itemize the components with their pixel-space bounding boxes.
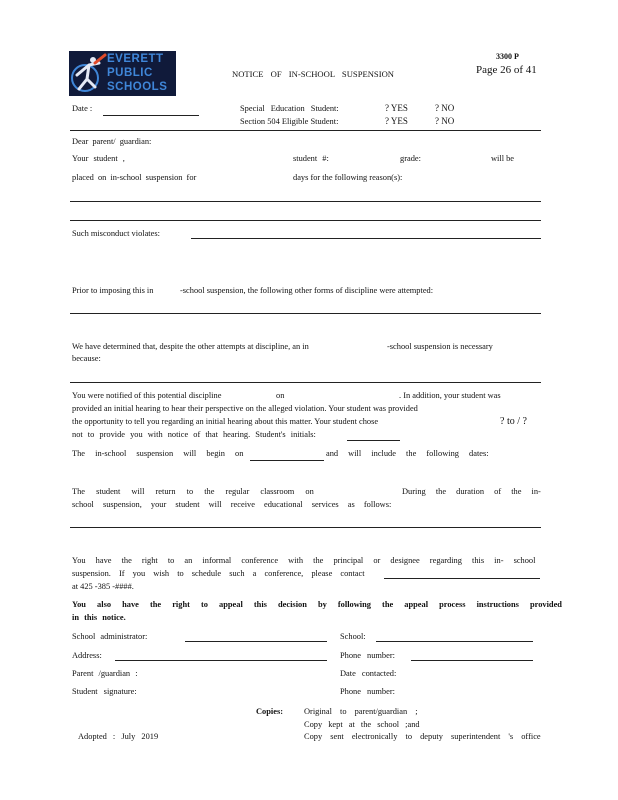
begin-text-1: The in-school suspension will begin on [72,449,244,458]
copies-label: Copies: [256,707,283,716]
special-ed-no-checkbox[interactable]: ? NO [435,103,455,113]
date-field[interactable] [103,115,199,116]
conference-text-1: You have the right to an informal conference with the principal or designee regarding this in- school [72,556,536,565]
date-label: Date : [72,104,93,113]
section504-no-checkbox[interactable]: ? NO [435,116,455,126]
placed-text: placed on in-school suspension for [72,173,197,182]
student-signature-label: Student signature: [72,687,137,696]
student-initials-field[interactable] [347,440,400,441]
return-text-1b: During the duration of the in- [402,487,541,496]
school-label: School: [340,632,366,641]
services-field[interactable] [70,527,541,528]
violates-label: Such misconduct violates: [72,229,160,238]
special-ed-label: Special Education Student: [240,104,339,113]
district-logo [69,51,176,96]
school-admin-label: School administrator: [72,632,148,641]
appeal-text-1: You also have the right to appeal this decision by following the appeal process instructions provided [72,600,562,609]
special-ed-yes-checkbox[interactable]: ? YES [385,103,408,113]
notified-text-1c: . In addition, your student was [399,391,501,400]
conference-text-3: at 425 -385 -####. [72,582,134,591]
appeal-text-2: in this notice. [72,613,126,622]
date-contacted-label: Date contacted: [340,669,397,678]
prior-text-1: Prior to imposing this in [72,286,154,295]
section504-yes-checkbox[interactable]: ? YES [385,116,408,126]
prior-text-2: -school suspension, the following other forms of discipline were attempted: [180,286,434,295]
notified-text-1a: You were notified of this potential discipline [72,391,222,400]
reason-line-1[interactable] [70,201,541,202]
section504-label: Section 504 Eligible Student: [240,117,339,126]
phone-label-2: Phone number: [340,687,395,696]
parent-label: Parent /guardian : [72,669,138,678]
because-field[interactable] [70,382,541,383]
runner-icon [69,51,109,96]
begin-text-2: and will include the following dates: [326,449,489,458]
address-label: Address: [72,651,102,660]
your-student-label: Your student , [72,154,125,163]
logo-line-2: PUBLIC [107,67,153,79]
return-text-2: school suspension, your student will receive educational services as follows: [72,500,392,509]
school-admin-field[interactable] [185,641,327,642]
salutation: Dear parent/ guardian: [72,137,152,146]
notified-text-4: not to provide you with notice of that hearing. Student's initials: [72,430,316,439]
return-text-1a: The student will return to the regular classroom on [72,487,314,496]
policy-number: 3300 P [496,52,519,61]
divider [70,130,541,131]
address-field[interactable] [115,660,327,661]
violates-field[interactable] [191,238,541,239]
notified-text-3: the opportunity to tell you regarding an initial hearing about this matter. Your student chose [72,417,379,426]
phone-label-1: Phone number: [340,651,395,660]
grade-label: grade: [400,154,421,163]
determined-text-2: -school suspension is necessary [387,342,493,351]
notified-text-2: provided an initial hearing to hear their perspective on the alleged violation. Your student was provided [72,404,418,413]
notified-text-1b: on [276,391,285,400]
to-mark: ? to / ? [500,416,527,427]
school-field[interactable] [376,641,533,642]
determined-text-3: because: [72,354,101,363]
conference-text-2: suspension. If you wish to schedule such a conference, please contact [72,569,365,578]
phone-field-1[interactable] [411,660,533,661]
reason-line-2[interactable] [70,220,541,221]
begin-date-field[interactable] [250,460,324,461]
page-number: Page 26 of 41 [476,64,537,76]
contact-field[interactable] [384,578,540,579]
copy-line-2: Copy kept at the school ;and [304,720,420,729]
prior-field[interactable] [70,313,541,314]
page-title: NOTICE OF IN-SCHOOL SUSPENSION [232,69,394,79]
will-be-text: will be [491,154,515,163]
logo-line-1: EVERETT [107,53,164,65]
student-number-label: student #: [293,154,329,163]
days-for-text: days for the following reason(s): [293,173,403,182]
copy-line-3: Copy sent electronically to deputy superintendent 's office [304,732,541,741]
logo-line-3: SCHOOLS [107,81,168,93]
determined-text-1: We have determined that, despite the other attempts at discipline, an in [72,342,309,351]
adopted-date: Adopted : July 2019 [78,732,159,741]
copy-line-1: Original to parent/guardian ; [304,707,418,716]
